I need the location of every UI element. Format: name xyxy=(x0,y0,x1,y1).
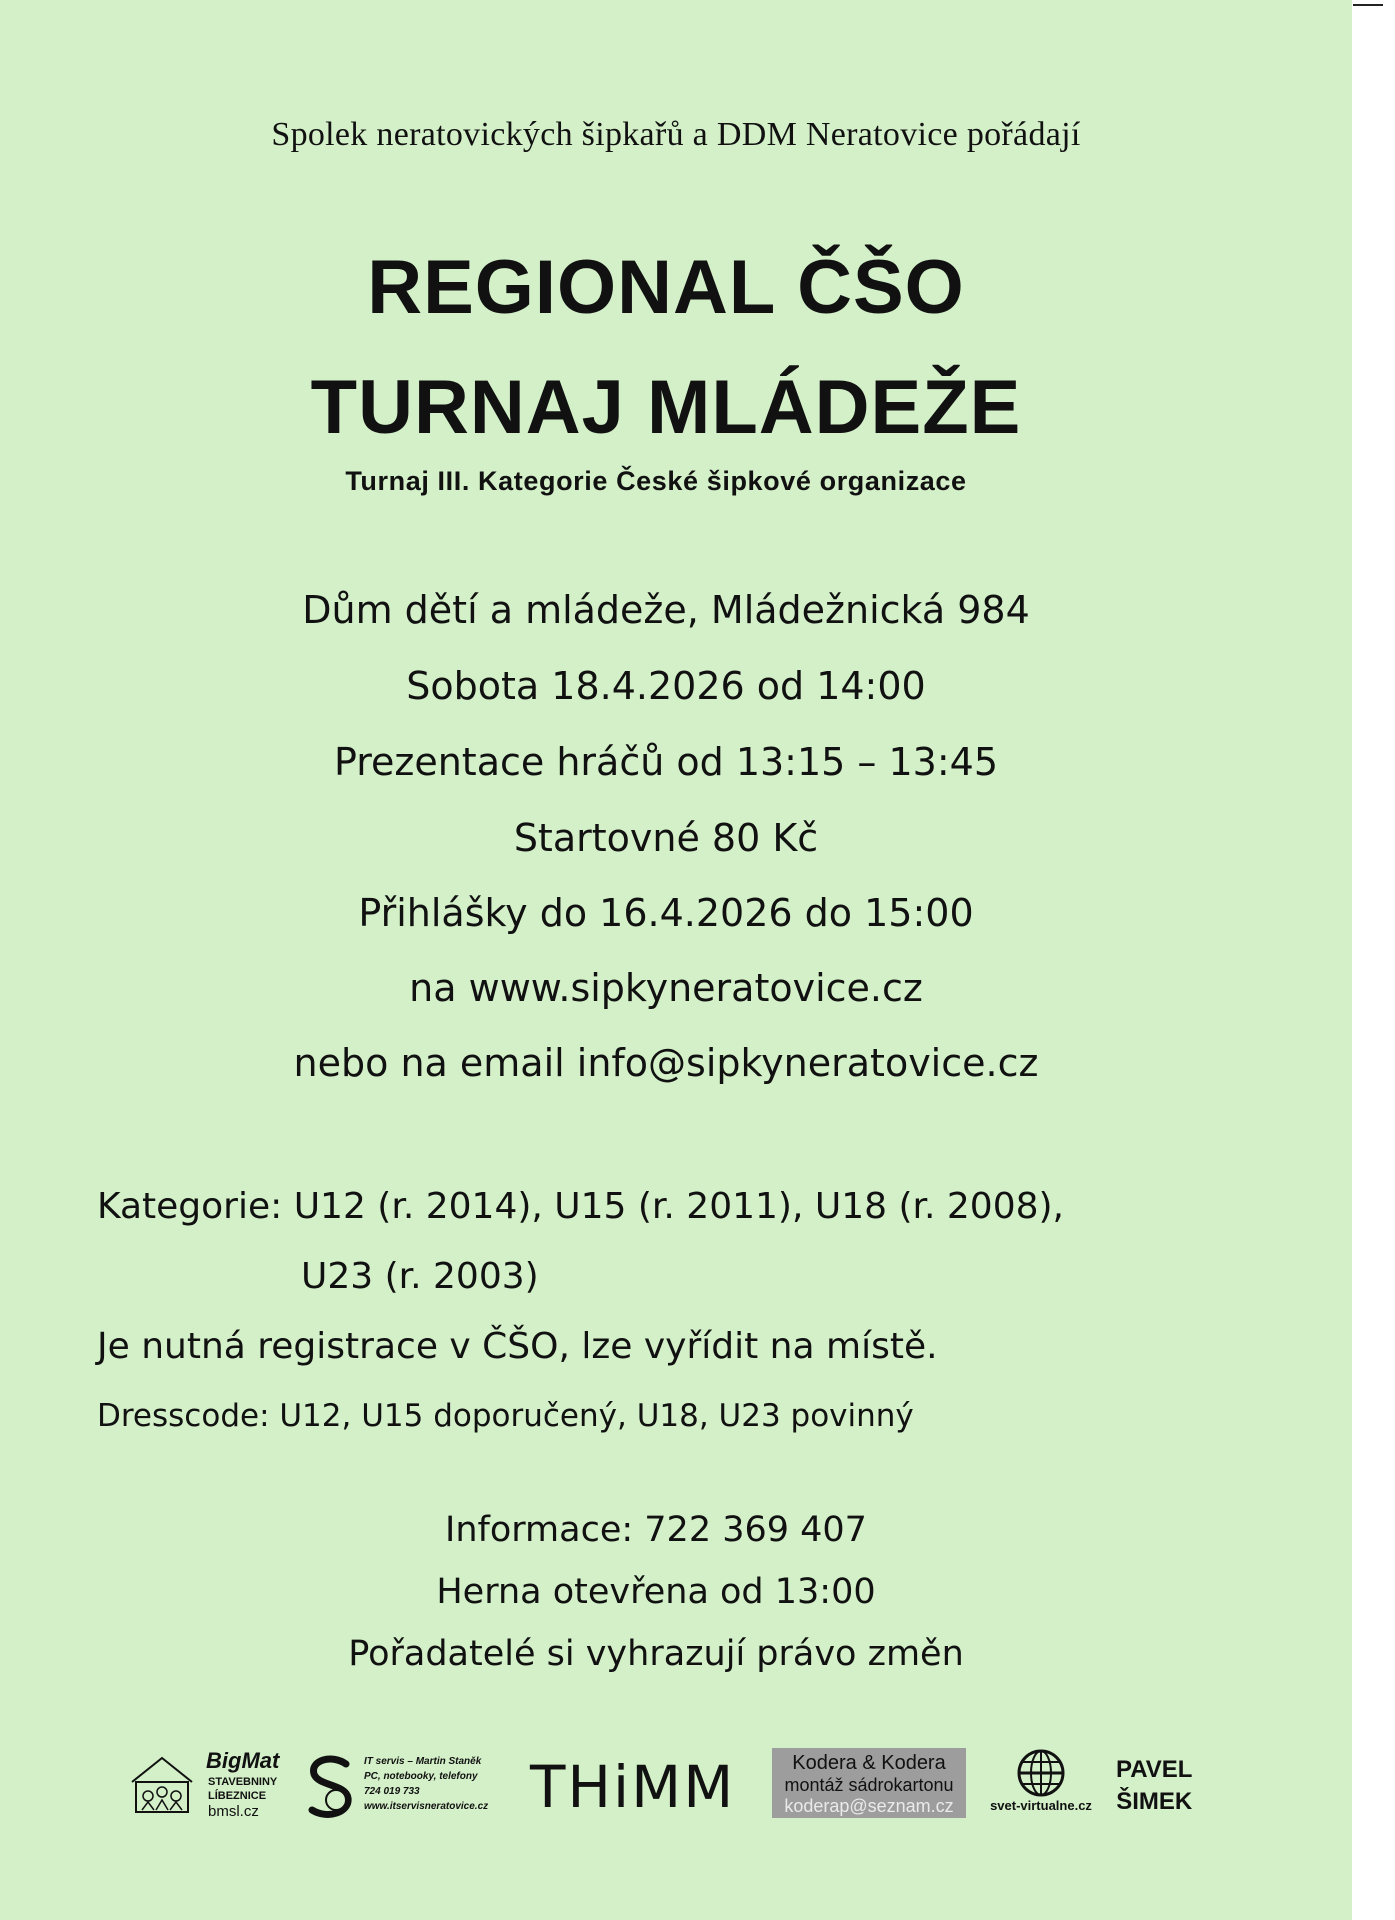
pavel-line-2: ŠIMEK xyxy=(1116,1788,1193,1815)
title-line-2: TURNAJ MLÁDEŽE xyxy=(310,365,1022,450)
kodera-email: koderap@seznam.cz xyxy=(784,1796,954,1816)
it-servis-line-2: PC, notebooky, telefony xyxy=(364,1771,478,1782)
subtitle: Turnaj III. Kategorie České šipkové organizace xyxy=(345,466,967,496)
it-servis-logo xyxy=(302,1754,360,1820)
categories-line-2: U23 (r. 2003) xyxy=(301,1256,539,1297)
registration-note: Je nutná registrace v ČŠO, lze vyřídit na místě. xyxy=(97,1326,938,1367)
svet-virtualne-text: svet-virtualne.cz xyxy=(990,1798,1092,1813)
changes-line: Pořadatelé si vyhrazují právo změn xyxy=(348,1634,964,1674)
kodera-service: montáž sádrokartonu xyxy=(784,1775,954,1795)
presentation-line: Prezentace hráčů od 13:15 – 13:45 xyxy=(333,740,999,784)
venue-line: Dům dětí a mládeže, Mládežnická 984 xyxy=(302,588,1030,632)
sponsor-kodera xyxy=(772,1748,966,1818)
dresscode-line: Dresscode: U12, U15 doporučený, U18, U23 povinný xyxy=(97,1398,914,1434)
it-servis-line-1: IT servis – Martin Staněk xyxy=(364,1756,482,1767)
ddm-house-logo xyxy=(126,1752,198,1818)
sponsor-svet-virtualne xyxy=(976,1748,1106,1820)
website-line: na www.sipkyneratovice.cz xyxy=(409,966,923,1010)
bigmat-line2: STAVEBNINY xyxy=(208,1776,278,1788)
sponsor-thimm: THiMM xyxy=(530,1753,736,1821)
email-line: nebo na email info@sipkyneratovice.cz xyxy=(293,1041,1039,1085)
categories-line-1: Kategorie: U12 (r. 2014), U15 (r. 2011), U18 (r. 2008), xyxy=(97,1186,1064,1227)
kodera-name: Kodera & Kodera xyxy=(792,1752,946,1774)
sponsor-pavel-simek xyxy=(1116,1754,1192,1818)
opening-line: Herna otevřena od 13:00 xyxy=(436,1572,876,1612)
it-servis-line-4: www.itservisneratovice.cz xyxy=(364,1801,489,1812)
globe-icon xyxy=(1014,1748,1068,1798)
organizers-line: Spolek neratovických šipkařů a DDM Neratovice pořádají xyxy=(271,116,1081,153)
pavel-line-1: PAVEL xyxy=(1116,1756,1193,1783)
deadline-line: Přihlášky do 16.4.2026 do 15:00 xyxy=(358,891,974,935)
scan-edge-mark xyxy=(1353,4,1383,6)
bigmat-brand: BigMat xyxy=(206,1748,280,1773)
sponsor-bigmat xyxy=(126,1748,286,1820)
bigmat-web: bmsl.cz xyxy=(208,1803,259,1820)
date-line: Sobota 18.4.2026 od 14:00 xyxy=(406,664,926,708)
bigmat-line3: LÍBEZNICE xyxy=(208,1790,267,1802)
it-servis-line-3: 724 019 733 xyxy=(364,1786,420,1797)
info-phone-line: Informace: 722 369 407 xyxy=(445,1510,867,1550)
sponsor-it-servis xyxy=(302,1752,522,1822)
title-line-1: REGIONAL ČŠO xyxy=(367,245,965,330)
fee-line: Startovné 80 Kč xyxy=(513,816,819,860)
